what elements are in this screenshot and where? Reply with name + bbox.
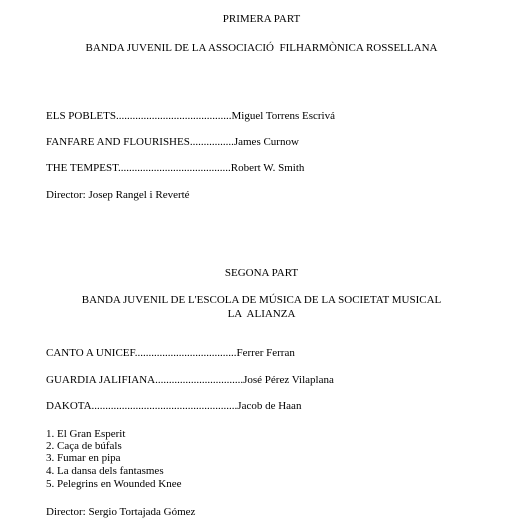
movement-3: 3. Fumar en pipa xyxy=(46,452,121,464)
part2-band-name-line2: LA ALIANZA xyxy=(227,308,296,320)
part1-band-name: BANDA JUVENIL DE LA ASSOCIACIÓ FILHARMÒNICA ROSSELLANA xyxy=(85,42,438,54)
part2-band-name-line1: BANDA JUVENIL DE L'ESCOLA DE MÚSICA DE LA SOCIETAT MUSICAL xyxy=(81,294,442,306)
part1-heading: PRIMERA PART xyxy=(222,13,301,25)
movement-4: 4. La dansa dels fantasmes xyxy=(46,465,164,477)
part2-heading: SEGONA PART xyxy=(224,267,299,279)
part2-piece-1: CANTO A UNICEF.....................................Ferrer Ferran xyxy=(46,347,295,359)
part1-piece-2: FANFARE AND FLOURISHES................James Curnow xyxy=(46,136,299,148)
part1-director: Director: Josep Rangel i Reverté xyxy=(46,189,190,201)
movement-2: 2. Caça de búfals xyxy=(46,440,122,452)
movement-1: 1. El Gran Esperit xyxy=(46,428,126,440)
part1-piece-1: ELS POBLETS..........................................Miguel Torrens Escrivá xyxy=(46,110,335,122)
part2-director: Director: Sergio Tortajada Gómez xyxy=(46,506,196,518)
part2-piece-2: GUARDIA JALIFIANA................................José Pérez Vilaplana xyxy=(46,374,334,386)
part2-piece-3: DAKOTA.....................................................Jacob de Haan xyxy=(46,400,302,412)
movement-5: 5. Pelegrins en Wounded Knee xyxy=(46,478,182,490)
part1-piece-3: THE TEMPEST.........................................Robert W. Smith xyxy=(46,162,305,174)
